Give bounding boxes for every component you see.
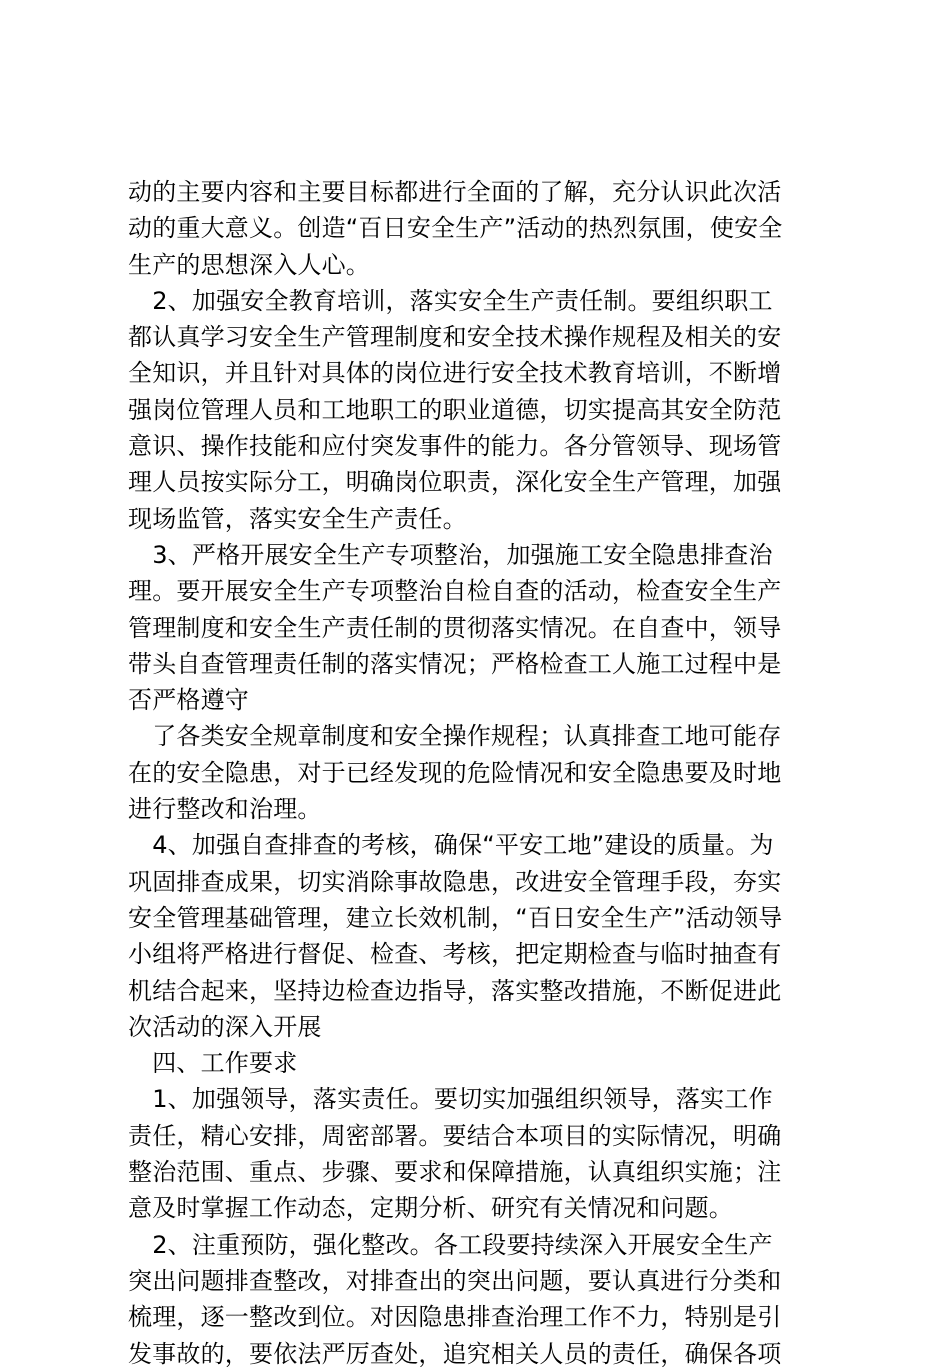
text-line: 全知识，并且针对具体的岗位进行安全技术教育培训，不断增 [128,359,782,388]
text-line: 整治范围、重点、步骤、要求和保障措施，认真组织实施；注 [128,1158,782,1187]
section-heading: 四、工作要求 [128,1049,298,1078]
text-line: 发事故的，要依法严厉查处，追究相关人员的责任，确保各项 [128,1339,782,1368]
text-line: 安全管理基础管理，建立长效机制，“百日安全生产”活动领导 [128,903,783,932]
text-line: 机结合起来，坚持边检查边指导，落实整改措施，不断促进此 [128,976,782,1005]
text-line: 梳理，逐一整改到位。对因隐患排查治理工作不力，特别是引 [128,1303,782,1332]
text-line: 生产的思想深入人心。 [128,250,370,279]
text-line: 动的重大意义。创造“百日安全生产”活动的热烈氛围，使安全 [128,214,783,243]
text-line: 动的主要内容和主要目标都进行全面的了解，充分认识此次活 [128,178,782,206]
text-line: 2、注重预防，强化整改。各工段要持续深入开展安全生产 [128,1230,773,1259]
text-line: 2、加强安全教育培训，落实安全生产责任制。要组织职工 [128,286,773,315]
text-line: 带头自查管理责任制的落实情况；严格检查工人施工过程中是 [128,649,782,678]
text-line: 意识、操作技能和应付突发事件的能力。各分管领导、现场管 [128,432,782,461]
text-line: 进行整改和治理。 [128,795,322,824]
text-line: 1、加强领导，落实责任。要切实加强组织领导，落实工作 [128,1085,773,1114]
text-line: 理人员按实际分工，明确岗位职责，深化安全生产管理，加强 [128,468,782,497]
text-line: 次活动的深入开展 [128,1012,322,1041]
text-line: 都认真学习安全生产管理制度和安全技术操作规程及相关的安 [128,323,782,352]
text-line: 管理制度和安全生产责任制的贯彻落实情况。在自查中，领导 [128,613,782,642]
text-line: 4、加强自查排查的考核，确保“平安工地”建设的质量。为 [128,831,774,860]
text-line: 否严格遵守 [128,686,249,715]
text-line: 现场监管，落实安全生产责任。 [128,504,467,533]
text-line: 小组将严格进行督促、检查、考核，把定期检查与临时抽查有 [128,940,782,969]
document-body [128,174,828,1372]
text-line: 在的安全隐患，对于已经发现的危险情况和安全隐患要及时地 [128,758,782,787]
text-line: 责任，精心安排，周密部署。要结合本项目的实际情况，明确 [128,1121,782,1150]
text-line: 强岗位管理人员和工地职工的职业道德，切实提高其安全防范 [128,395,782,424]
text-line: 理。要开展安全生产专项整治自检自查的活动，检查安全生产 [128,577,782,606]
text-line: 3、严格开展安全生产专项整治，加强施工安全隐患排查治 [128,540,773,569]
text-line: 了各类安全规章制度和安全操作规程；认真排查工地可能存 [128,722,782,751]
text-line: 意及时掌握工作动态，定期分析、研究有关情况和问题。 [128,1194,733,1223]
text-line: 突出问题排查整改，对排查出的突出问题，要认真进行分类和 [128,1266,782,1295]
text-line: 巩固排查成果，切实消除事故隐患，改进安全管理手段，夯实 [128,867,782,896]
